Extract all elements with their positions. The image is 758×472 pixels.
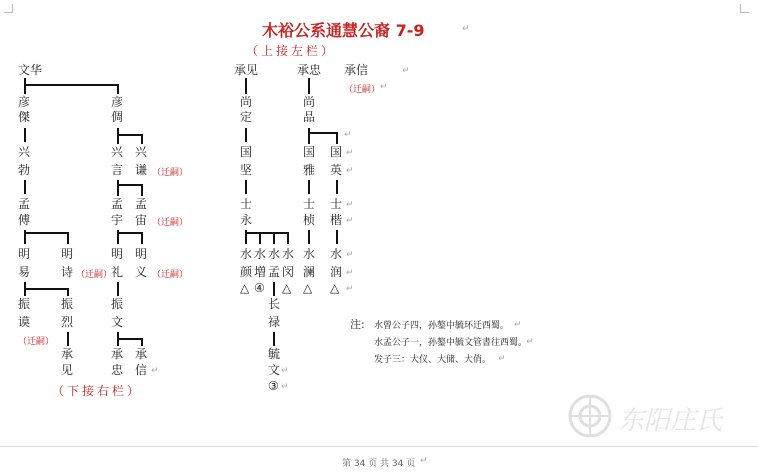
- name-meng: 孟: [111, 197, 124, 211]
- name-guo: 国: [303, 145, 316, 159]
- connector-line: [24, 288, 69, 290]
- name-wenhua: 文华: [18, 63, 43, 77]
- name-ti: 倜: [111, 110, 124, 124]
- name-jie: 傑: [18, 110, 31, 124]
- connector-line: [67, 332, 69, 346]
- name-shi: 士: [330, 197, 343, 211]
- name-yan: 颜: [240, 265, 253, 279]
- connector-line: [117, 128, 119, 144]
- name-ya: 雅: [303, 163, 316, 177]
- name-li: 礼: [111, 265, 124, 279]
- connector-line: [308, 132, 338, 134]
- connector-line: [336, 230, 338, 244]
- connector-line: [273, 282, 275, 296]
- notes-line-3: 发子三：大仪、大储、大俏。: [374, 355, 492, 365]
- connector-line: [336, 132, 338, 144]
- tag-moved: （迁嗣）: [152, 168, 189, 178]
- triangle-mark: △: [303, 281, 313, 295]
- name-wen: 文: [268, 363, 281, 377]
- name-ming: 明: [111, 247, 124, 261]
- name-yu: 毓: [268, 347, 281, 361]
- connector-line: [24, 84, 119, 86]
- paragraph-mark: ↵: [346, 166, 354, 176]
- connector-line: [336, 180, 338, 194]
- connector-line: [141, 134, 143, 144]
- name-zhen: 振: [18, 297, 31, 311]
- name-yi: 义: [135, 265, 148, 279]
- paragraph-mark: ↵: [526, 337, 534, 347]
- connector-line: [245, 230, 247, 244]
- name-yan: 彦: [111, 95, 124, 109]
- connector-line: [117, 282, 119, 296]
- name-chengjian: 承见: [234, 63, 259, 77]
- paragraph-mark: ↵: [151, 366, 159, 376]
- name-chengxin: 承信: [344, 63, 369, 77]
- name-lan: 澜: [303, 265, 316, 279]
- name-shui: 水: [282, 247, 295, 261]
- connector-line: [245, 180, 247, 194]
- paragraph-mark: ↵: [514, 320, 522, 330]
- connector-line: [273, 332, 275, 346]
- connector-line: [141, 338, 143, 346]
- notes-label: 注:: [350, 318, 365, 331]
- name-lie: 烈: [61, 315, 74, 329]
- paragraph-mark: ↵: [346, 200, 354, 210]
- name-shang: 尚: [303, 95, 316, 109]
- triangle-mark: △: [330, 281, 340, 295]
- name-guo: 国: [330, 145, 343, 159]
- name-ying: 英: [330, 163, 343, 177]
- connector-line: [24, 180, 26, 194]
- name-yan: 彦: [18, 95, 31, 109]
- tag-moved: （迁嗣）: [344, 85, 381, 95]
- name-shi: 士: [303, 197, 316, 211]
- continue-note: （下接右栏）: [52, 384, 143, 398]
- tag-moved: （迁嗣）: [152, 218, 189, 228]
- name-shui: 水: [254, 247, 267, 261]
- circled-three-mark: ③: [268, 379, 279, 393]
- connector-line: [24, 230, 26, 244]
- circled-four-mark: ④: [254, 281, 265, 295]
- connector-line: [141, 232, 143, 244]
- name-shui: 水: [240, 247, 253, 261]
- paragraph-mark: ↵: [346, 268, 354, 278]
- connector-line: [117, 134, 143, 136]
- paragraph-mark: ↵: [344, 130, 352, 140]
- connector-line: [308, 180, 310, 194]
- paragraph-mark: ↵: [498, 354, 506, 364]
- connector-line: [117, 84, 119, 94]
- paragraph-mark: ↵: [420, 456, 428, 466]
- name-chang: 长: [268, 297, 281, 311]
- name-shui: 水: [303, 247, 316, 261]
- name-xin: 信: [135, 363, 148, 377]
- tag-moved: （迁嗣）: [152, 270, 189, 280]
- name-shui: 水: [268, 247, 281, 261]
- name-xing: 兴: [135, 145, 148, 159]
- name-cheng: 承: [111, 347, 124, 361]
- name-xing: 兴: [111, 145, 124, 159]
- name-run: 润: [330, 265, 343, 279]
- connector-line: [117, 230, 119, 244]
- name-ding: 定: [240, 110, 253, 124]
- name-meng: 孟: [18, 197, 31, 211]
- connector-line: [24, 232, 69, 234]
- connector-line: [259, 232, 261, 244]
- name-shi: 诗: [61, 265, 74, 279]
- name-lu: 禄: [268, 315, 281, 329]
- name-zi: 宇: [111, 213, 124, 227]
- name-meng: 孟: [268, 265, 281, 279]
- connector-line: [67, 288, 69, 296]
- connector-line: [24, 282, 26, 296]
- tag-moved: （迁嗣）: [18, 337, 55, 347]
- name-guo: 国: [240, 145, 253, 159]
- name-cheng: 承: [135, 347, 148, 361]
- name-ming: 明: [135, 247, 148, 261]
- tag-moved: （迁嗣）: [76, 270, 113, 280]
- name-shang: 尚: [240, 95, 253, 109]
- name-min: 闵: [282, 265, 295, 279]
- paragraph-mark: ↵: [281, 382, 289, 392]
- name-qian: 谦: [135, 163, 148, 177]
- paragraph-mark: ↵: [462, 24, 470, 34]
- connector-line: [141, 184, 143, 196]
- connector-line: [245, 78, 247, 94]
- subtitle: （上接左栏）: [246, 44, 337, 58]
- connector-line: [117, 338, 143, 340]
- paragraph-mark: ↵: [346, 250, 354, 260]
- connector-line: [117, 184, 143, 186]
- name-wen: 文: [111, 315, 124, 329]
- connector-line: [245, 232, 289, 234]
- connector-line: [117, 232, 143, 234]
- name-chuan: 傅: [18, 213, 31, 227]
- name-bo: 勃: [18, 163, 31, 177]
- paragraph-mark: ↵: [380, 82, 388, 92]
- name-ming: 明: [61, 247, 74, 261]
- paragraph-mark: ↵: [346, 216, 354, 226]
- connector-line: [273, 232, 275, 244]
- name-zhong: 忠: [111, 363, 124, 377]
- name-yi: 易: [18, 265, 31, 279]
- watermark-text: 东阳庄氏: [618, 406, 723, 436]
- name-yan: 言: [111, 163, 124, 177]
- name-zeng: 増: [254, 265, 267, 279]
- triangle-mark: △: [282, 281, 292, 295]
- top-right-corner-mark: [740, 4, 749, 13]
- name-zhen: 桢: [303, 213, 316, 227]
- top-left-corner-mark: [4, 4, 13, 13]
- name-xing: 兴: [18, 145, 31, 159]
- name-meng: 孟: [135, 197, 148, 211]
- notes-line-2: 水孟公子一，孙鏊中毓文管書往西蜀。: [374, 338, 528, 348]
- page-footer: 第 34 页 共 34 页: [342, 459, 416, 469]
- name-cheng: 承: [61, 347, 74, 361]
- triangle-mark: △: [240, 281, 250, 295]
- connector-line: [308, 78, 310, 94]
- name-zhen: 振: [111, 297, 124, 311]
- name-jian: 坚: [240, 163, 253, 177]
- name-zhen: 振: [61, 297, 74, 311]
- name-ming: 明: [18, 247, 31, 261]
- connector-line: [245, 128, 247, 142]
- name-pin: 品: [303, 110, 316, 124]
- connector-line: [67, 232, 69, 244]
- connector-line: [24, 78, 26, 94]
- connector-line: [308, 128, 310, 144]
- name-chengzhong: 承忠: [297, 63, 322, 77]
- paragraph-mark: ↵: [281, 366, 289, 376]
- name-you: 宙: [135, 213, 148, 227]
- watermark-logo: [566, 392, 614, 440]
- paragraph-mark: ↵: [402, 66, 410, 76]
- name-jian: 见: [61, 363, 74, 377]
- name-shi: 士: [240, 197, 253, 211]
- paragraph-mark: ↵: [346, 284, 354, 294]
- page-title: 木裕公系通慧公裔 7-9: [262, 21, 425, 40]
- name-mo: 谟: [18, 315, 31, 329]
- notes-line-1: 水曾公子四，孙鏊中毓环迁西蜀。: [374, 321, 510, 331]
- footer-divider: [0, 446, 758, 447]
- connector-line: [24, 128, 26, 142]
- name-kai: 楷: [330, 213, 343, 227]
- connector-line: [308, 230, 310, 244]
- connector-line: [287, 232, 289, 244]
- connector-line: [117, 180, 119, 196]
- name-shui: 水: [330, 247, 343, 261]
- name-yong: 永: [240, 213, 253, 227]
- paragraph-mark: ↵: [346, 148, 354, 158]
